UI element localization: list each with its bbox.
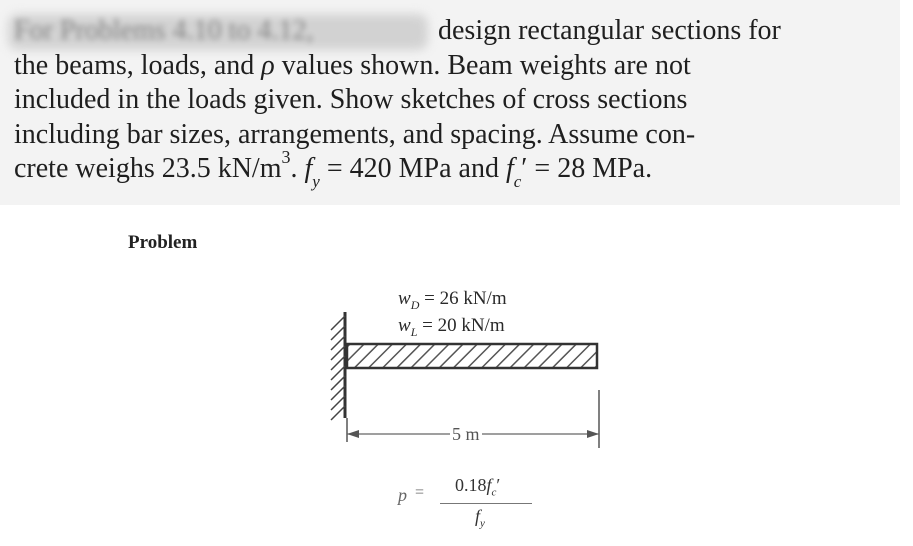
- rho-formula-symbol: p: [398, 485, 407, 505]
- fixed-support-hatching: [331, 316, 345, 420]
- numerator-subscript: c: [491, 486, 497, 499]
- live-load-subscript: L: [410, 324, 418, 339]
- fy-subscript: y: [312, 171, 320, 191]
- dimension-arrow-right: [587, 430, 599, 438]
- problem-label: Problem: [128, 232, 198, 253]
- statement-line-2-pre: the beams, loads, and: [14, 49, 262, 81]
- beam: [347, 344, 597, 368]
- live-load-symbol: w: [398, 315, 411, 336]
- statement-line-2-post: values shown. Beam weights are not: [274, 49, 691, 81]
- dead-load-symbol: w: [398, 288, 411, 309]
- denominator-subscript: y: [480, 517, 485, 530]
- dead-load-value: = 26 kN/m: [419, 288, 507, 309]
- statement-line-5-pre: crete weighs 23.5 kN/m: [14, 153, 282, 184]
- statement-line-3: included in the loads given. Show sketches of cross sections: [14, 84, 688, 115]
- span-length-label: 5 m: [452, 424, 480, 444]
- cubic-exponent: 3: [281, 146, 291, 167]
- numerator-prime: ′: [496, 475, 501, 495]
- redacted-prefix-text: For Problems 4.10 to 4.12,: [14, 15, 314, 46]
- numerator-coefficient: 0.18: [455, 475, 487, 495]
- rho-formula-denominator: [475, 506, 485, 530]
- dimension-arrow-left: [347, 430, 359, 438]
- fc-value: = 28 MPa.: [527, 153, 653, 184]
- statement-line-5-mid: .: [290, 153, 305, 184]
- fc-subscript: c: [513, 171, 522, 191]
- numerator-f: f: [486, 475, 492, 495]
- rho-formula-equals: =: [415, 484, 425, 501]
- statement-line-1: design rectangular sections for: [438, 15, 781, 46]
- fc-symbol: f: [505, 153, 514, 184]
- denominator-f: f: [475, 506, 481, 526]
- fy-symbol: f: [304, 153, 313, 184]
- fc-prime: ′: [521, 153, 528, 184]
- rho-fraction-bar: [440, 503, 532, 504]
- live-load-value: = 20 kN/m: [417, 315, 505, 336]
- rho-symbol-text: ρ: [261, 49, 275, 81]
- fy-value: = 420 MPa and: [319, 153, 506, 184]
- statement-line-4: including bar sizes, arrangements, and spacing. Assume con-: [14, 118, 696, 150]
- dead-load-subscript: D: [410, 297, 420, 312]
- rho-formula-numerator: [455, 475, 500, 499]
